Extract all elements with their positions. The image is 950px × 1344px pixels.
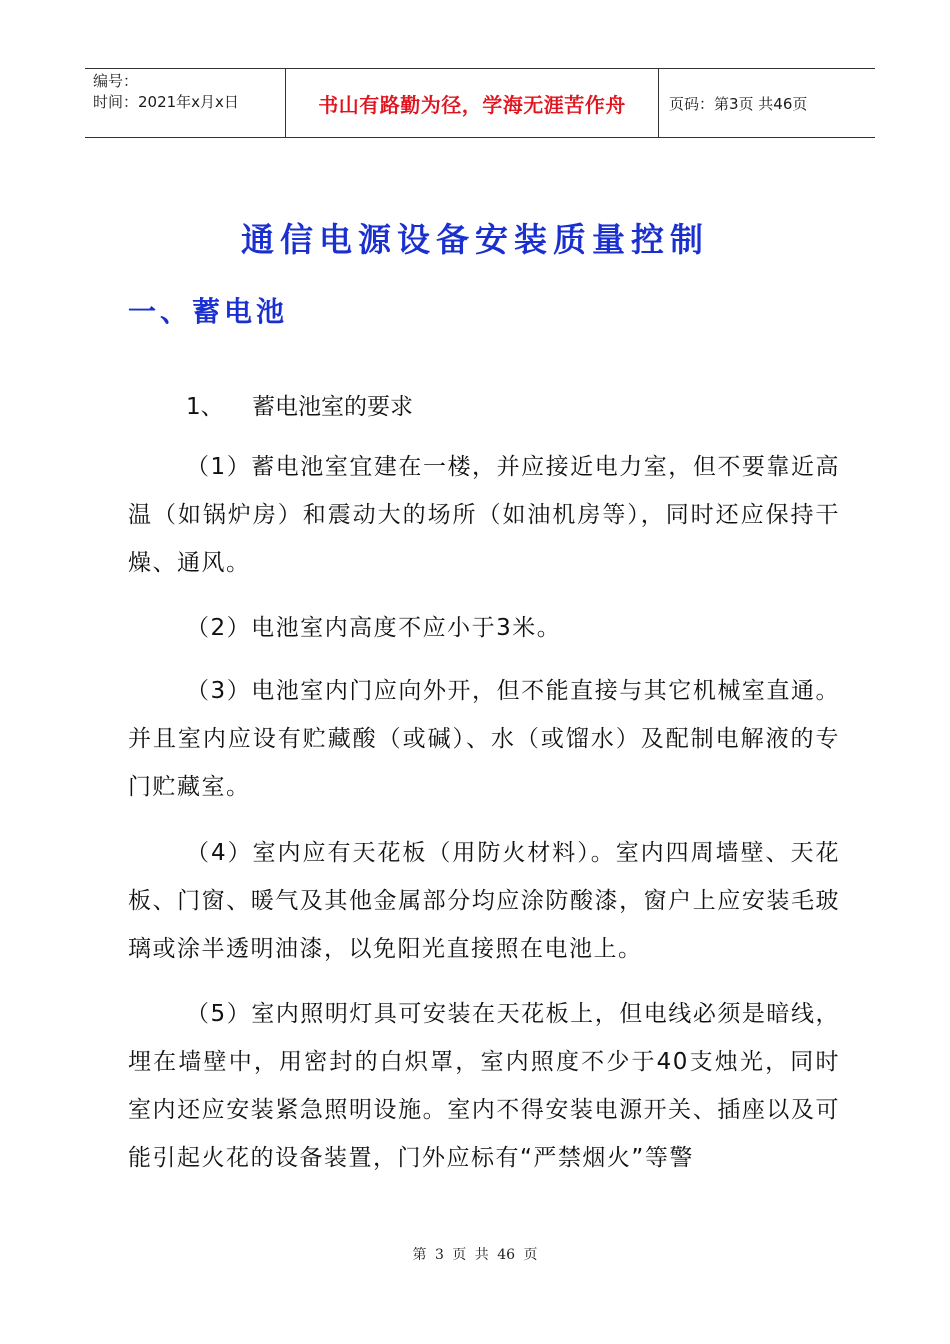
section-heading: 一、蓄电池 — [128, 295, 289, 328]
document-title: 通信电源设备安装质量控制 — [241, 220, 709, 259]
header-motto: 书山有路勤为径，学海无涯苦作舟 — [285, 69, 659, 137]
header-page-code: 页码：第3页 共46页 — [669, 94, 808, 113]
paragraph-3: （3）电池室内门应向外开，但不能直接与其它机械室直通。并且室内应设有贮藏酸（或碱）、水（或馏水）及配制电解液的专门贮藏室。 — [128, 678, 840, 800]
paragraph-4: （4）室内应有天花板（用防火材料）。室内四周墙壁、天花板、门窗、暖气及其他金属部分均应涂防酸漆，窗户上应安装毛玻璃或涂半透明油漆，以免阳光直接照在电池上。 — [128, 840, 840, 962]
page-footer: 第 3 页 共 46 页 — [412, 1247, 538, 1263]
header-number-label: 编号： — [93, 72, 139, 90]
subsection-number: 1、 — [186, 394, 224, 420]
subsection-text: 蓄电池室的要求 — [252, 394, 413, 420]
header-meta — [93, 71, 283, 113]
page-header — [85, 68, 875, 138]
header-time-label: 时间：2021年x月x日 — [93, 93, 239, 111]
paragraph-5: （5）室内照明灯具可安装在天花板上，但电线必须是暗线，埋在墙壁中，用密封的白炽罩，室内照度不少于40支烛光，同时室内还应安装紧急照明设施。室内不得安装电源开关、插座以及可能引起火花的设备装置，门外应标有“严禁烟火”等警 — [128, 1001, 840, 1171]
subsection-heading — [186, 388, 413, 421]
paragraph-1: （1）蓄电池室宜建在一楼，并应接近电力室，但不要靠近高温（如锅炉房）和震动大的场所（如油机房等），同时还应保持干燥、通风。 — [128, 454, 840, 576]
paragraph-2: （2）电池室内高度不应小于3米。 — [186, 615, 562, 641]
